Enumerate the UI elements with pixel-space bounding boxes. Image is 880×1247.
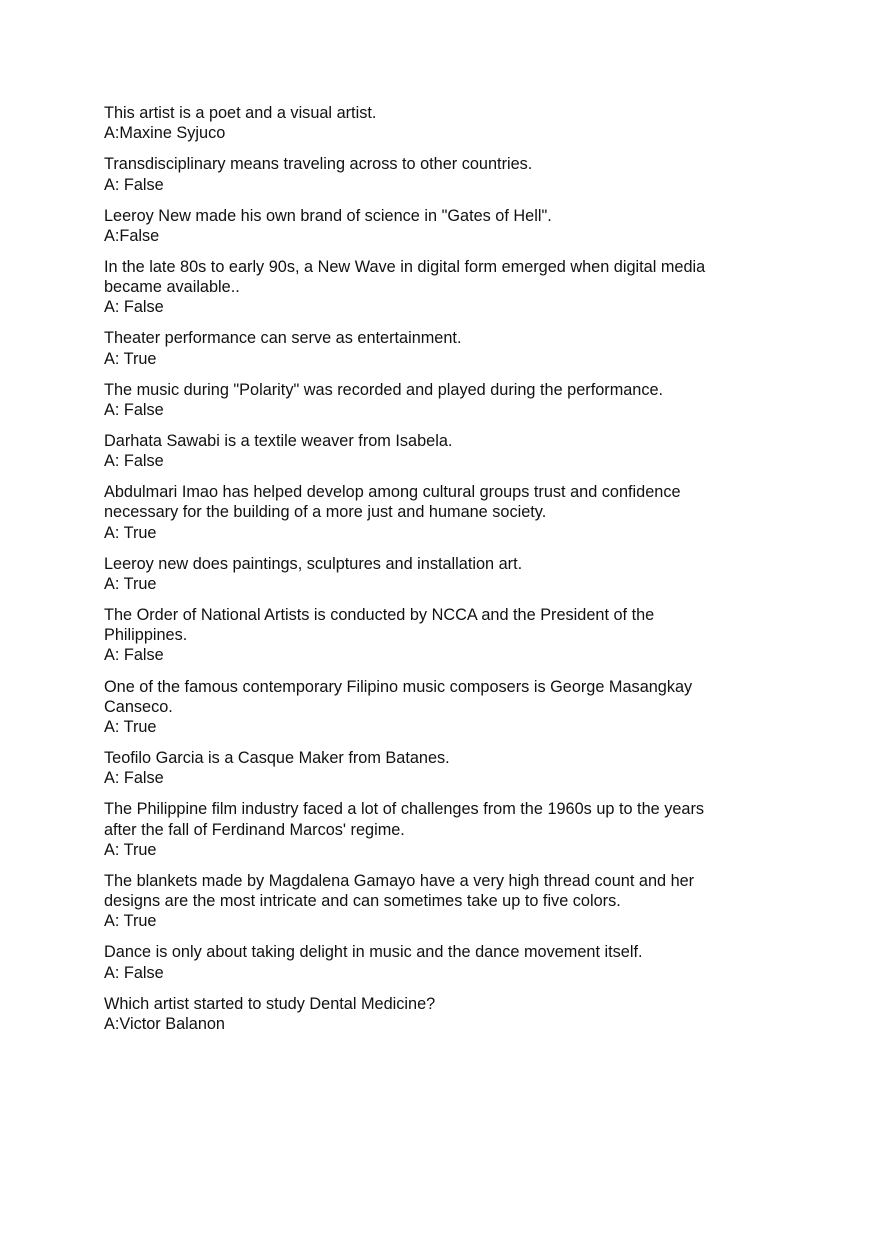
answer-text: A: True — [104, 523, 157, 542]
question-text: Teofilo Garcia is a Casque Maker from Batanes. — [104, 749, 450, 768]
qa-item — [104, 554, 784, 594]
question-text: Darhata Sawabi is a textile weaver from Isabela. — [104, 431, 453, 450]
answer-text: A: False — [104, 452, 164, 471]
qa-item — [104, 994, 784, 1034]
qa-item — [104, 154, 784, 194]
qa-item — [104, 605, 784, 666]
qa-item — [104, 328, 784, 368]
question-text: Theater performance can serve as entertainment. — [104, 329, 462, 348]
question-text: In the late 80s to early 90s, a New Wave in digital form emerged when digital media became available.. — [104, 257, 706, 297]
question-text: Leeroy new does paintings, sculptures and installation art. — [104, 554, 523, 573]
qa-item — [104, 677, 784, 738]
qa-item — [104, 257, 784, 318]
qa-item — [104, 871, 784, 932]
question-text: The music during "Polarity" was recorded and played during the performance. — [104, 380, 664, 399]
question-text: Transdisciplinary means traveling across to other countries. — [104, 155, 533, 174]
qa-item — [104, 482, 784, 543]
question-text: Abdulmari Imao has helped develop among cultural groups trust and confidence necessary for the building of a more just and humane society. — [104, 483, 681, 522]
answer-text: A:Maxine Syjuco — [104, 124, 226, 143]
qa-item — [104, 431, 784, 471]
question-text: Dance is only about taking delight in music and the dance movement itself. — [104, 943, 643, 962]
answer-text: A: True — [104, 912, 157, 931]
question-text: The Philippine film industry faced a lot of challenges from the 1960s up to the years after the fall of Ferdinand Marcos' regime. — [104, 800, 705, 839]
answer-text: A: True — [104, 717, 157, 736]
answer-text: A: True — [104, 349, 157, 368]
answer-text: A:Victor Balanon — [104, 1014, 225, 1033]
answer-text: A: False — [104, 769, 164, 788]
answer-text: A: False — [104, 646, 164, 665]
answer-text: A: False — [104, 963, 164, 982]
question-text: Leeroy New made his own brand of science in "Gates of Hell". — [104, 206, 552, 225]
answer-text: A: False — [104, 298, 164, 317]
answer-text: A: False — [104, 175, 164, 194]
question-text: The blankets made by Magdalena Gamayo have a very high thread count and her designs are the most intricate and can sometimes take up to five colors. — [104, 871, 695, 911]
answer-text: A: True — [104, 840, 157, 859]
question-text: The Order of National Artists is conducted by NCCA and the President of the Philippines. — [104, 606, 655, 645]
question-text: This artist is a poet and a visual artist. — [104, 104, 377, 122]
qa-item — [104, 103, 784, 143]
qa-item — [104, 206, 784, 246]
qa-item — [104, 799, 784, 860]
answer-text: A: True — [104, 574, 157, 593]
question-text: Which artist started to study Dental Medicine? — [104, 994, 436, 1013]
answer-text: A: False — [104, 400, 164, 419]
question-text: One of the famous contemporary Filipino music composers is George Masangkay Canseco. — [104, 677, 693, 716]
qa-item — [104, 748, 784, 788]
qa-item — [104, 380, 784, 420]
qa-list — [104, 103, 784, 1045]
answer-text: A:False — [104, 226, 160, 245]
qa-item — [104, 942, 784, 982]
